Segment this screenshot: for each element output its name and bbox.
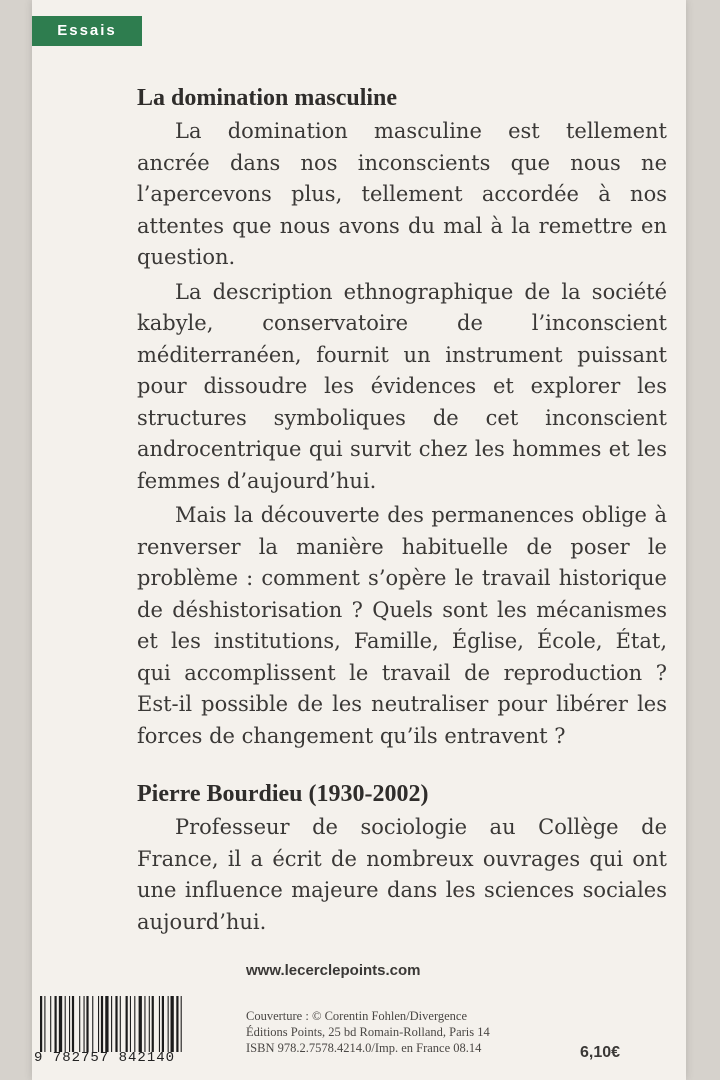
barcode-bar	[98, 996, 99, 1052]
barcode-bar	[101, 996, 103, 1052]
barcode-bar	[50, 996, 51, 1052]
credits-block	[246, 1008, 546, 1056]
collection-badge: Essais	[32, 16, 142, 46]
barcode-bar	[149, 996, 150, 1052]
barcode-bar	[111, 996, 112, 1052]
barcode-bar	[84, 996, 85, 1052]
isbn-barcode	[32, 992, 232, 1070]
barcode-bar	[139, 996, 142, 1052]
isbn-line: ISBN 978.2.7578.4214.0/Imp. en France 08.14	[246, 1041, 482, 1055]
cover-credit: Couverture : © Corentin Fohlen/Divergence	[246, 1009, 468, 1023]
barcode-bar	[65, 996, 66, 1052]
barcode-bar	[72, 996, 74, 1052]
author-name: Pierre Bourdieu (1930-2002)	[137, 781, 429, 807]
barcode-bar	[168, 996, 169, 1052]
barcode-bar	[69, 996, 70, 1052]
barcode-bar	[162, 996, 164, 1052]
publisher-website[interactable]: www.lecerclepoints.com	[246, 962, 421, 979]
barcode-bar	[59, 996, 62, 1052]
summary-paragraph-1: La domination masculine est tellement ancrée dans nos inconscients que nous ne l’apercevons plus, tellement accordée à nos attentes que nous avons du mal à la remettre en question.	[137, 119, 667, 269]
barcode-bar	[126, 996, 128, 1052]
price: 6,10€	[580, 1044, 621, 1061]
barcode-bar	[171, 996, 174, 1052]
barcode-bar	[40, 996, 42, 1052]
barcode-bar	[120, 996, 121, 1052]
barcode-digits: 9 782757 842140	[34, 1050, 176, 1066]
summary-paragraph-2: La description ethnographique de la société kabyle, conservatoire de l’inconscient méditerranéen, fournit un instrument puissant pour dissoudre les évidences et explorer les structures symboliques de cet inconscient androcentrique qui survit chez les hommes et les femmes d’aujourd’hui.	[137, 279, 667, 493]
book-title: La domination masculine	[137, 85, 398, 111]
barcode-bar	[55, 996, 57, 1052]
barcode-bar	[92, 996, 93, 1052]
back-cover-text	[137, 80, 667, 938]
barcode-bar	[79, 996, 80, 1052]
author-bio: Professeur de sociologie au Collège de France, il a écrit de nombreux ouvrages qui ont une influence majeure dans les sciences sociales aujourd’hui.	[137, 815, 667, 934]
barcode-bar	[86, 996, 88, 1052]
barcode-bar	[181, 996, 182, 1052]
barcode-bar	[152, 996, 154, 1052]
barcode-bars	[40, 996, 222, 1052]
barcode-bar	[159, 996, 160, 1052]
publisher-address: Éditions Points, 25 bd Romain-Rolland, Paris 14	[246, 1025, 490, 1039]
barcode-bar	[130, 996, 131, 1052]
book-back-cover	[32, 0, 686, 1080]
barcode-bar	[144, 996, 145, 1052]
barcode-bar	[134, 996, 135, 1052]
barcode-bar	[44, 996, 45, 1052]
summary-paragraph-3: Mais la découverte des permanences oblige à renverser la manière habituelle de poser le problème : comment s’opère le travail historique de déshistorisation ? Quels sont les mécanismes et les institutions, Famille, Église, École, État, qui accomplissent le travail de reproduction ? Est-il possible de les neutraliser pour libérer les forces de changement qu’ils entravent ?	[137, 503, 667, 748]
barcode-bar	[115, 996, 117, 1052]
barcode-bar	[176, 996, 178, 1052]
barcode-bar	[105, 996, 108, 1052]
